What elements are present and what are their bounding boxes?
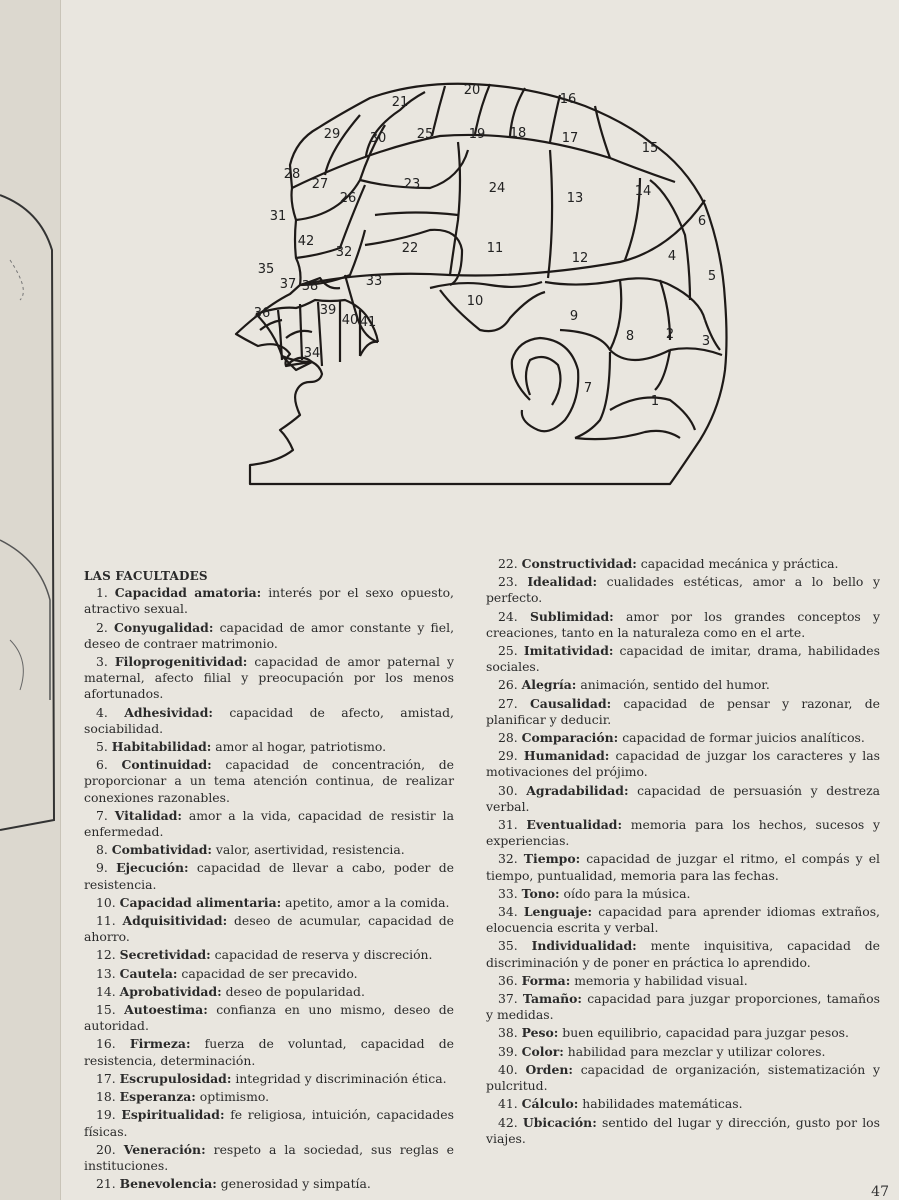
faculty-term: Autoestima: — [124, 1002, 208, 1018]
faculty-entry — [84, 620, 454, 652]
faculty-description: capacidad de llevar a cabo, poder de resistencia. — [84, 860, 455, 892]
faculty-entry — [486, 973, 880, 989]
faculty-number: 19. — [96, 1107, 122, 1123]
region-number-label: 33 — [365, 274, 383, 289]
faculty-number: 11. — [96, 913, 123, 929]
faculty-description: capacidad de imitar, drama, habilidades sociales. — [486, 643, 880, 675]
faculty-description: amor a la vida, capacidad de resistir la enfermedad. — [84, 807, 455, 840]
page-number: 47 — [871, 1184, 889, 1200]
ear-outline — [512, 338, 578, 431]
faculty-term: Esperanza: — [119, 1089, 196, 1105]
faculty-term: Tamaño: — [522, 991, 582, 1007]
faculty-term: Lenguaje: — [523, 904, 593, 920]
faculty-entry — [84, 705, 454, 737]
faculty-number: 7. — [96, 807, 115, 823]
faculty-description: sentido del lugar y dirección, gusto por los viajes. — [486, 1114, 880, 1146]
faculty-description: amor al hogar, patriotismo. — [211, 739, 387, 755]
faculty-number: 37. — [498, 991, 523, 1007]
adjacent-page-drawing — [0, 0, 60, 1200]
faculty-description: integridad y discriminación ética. — [231, 1070, 447, 1086]
faculty-number: 9. — [96, 860, 117, 876]
phrenology-head-diagram — [200, 70, 740, 500]
faculty-term: Vitalidad: — [114, 807, 182, 823]
faculty-description: deseo de acumular, capacidad de ahorro. — [84, 913, 454, 945]
faculty-description: capacidad de concentración, de proporcionar a un tema atención continua, de realizar conexiones razonables. — [84, 757, 454, 805]
faculty-description: capacidad de amor constante y fiel, deseo de contraer matrimonio. — [84, 619, 455, 651]
faculty-term: Escrupulosidad: — [119, 1070, 232, 1086]
faculty-term: Adquisitividad: — [122, 913, 228, 929]
faculty-term: Habitabilidad: — [111, 739, 212, 755]
faculty-entry — [84, 1142, 454, 1174]
faculty-number: 41. — [498, 1096, 522, 1112]
region-number-label: 3 — [701, 334, 711, 349]
region-number-label: 7 — [583, 381, 593, 396]
adjacent-page-edge — [0, 0, 61, 1200]
faculty-entry — [486, 748, 880, 780]
faculty-entry — [84, 1089, 454, 1105]
faculty-number: 3. — [96, 654, 115, 670]
faculty-description: confianza en uno mismo, deseo de autoridad. — [84, 1002, 454, 1034]
region-number-label: 28 — [283, 167, 301, 182]
faculty-description: buen equilibrio, capacidad para juzgar pesos. — [558, 1025, 849, 1041]
faculty-term: Adhesividad: — [124, 704, 213, 720]
faculty-description: amor por los grandes conceptos y creaciones, tanto en la naturaleza como en el arte. — [486, 608, 880, 640]
faculty-number: 5. — [96, 739, 112, 755]
faculty-number: 22. — [498, 556, 522, 571]
region-number-label: 13 — [566, 191, 584, 206]
faculties-column-right — [486, 556, 880, 1149]
region-number-label: 34 — [303, 346, 321, 361]
faculty-number: 12. — [96, 947, 120, 963]
faculty-term: Individualidad: — [531, 938, 637, 954]
faculty-number: 6. — [96, 757, 122, 773]
faculty-number: 1. — [96, 585, 115, 601]
faculty-term: Tono: — [521, 885, 560, 901]
section-heading: LAS FACULTADES — [84, 569, 208, 583]
faculty-description: memoria y habilidad visual. — [570, 972, 748, 988]
region-number-label: 10 — [466, 294, 484, 309]
region-numbers — [254, 83, 716, 409]
region-number-label: 32 — [335, 245, 353, 260]
faculty-term: Alegría: — [521, 677, 577, 693]
faculty-description: apetito, amor a la comida. — [281, 894, 450, 910]
faculty-term: Ejecución: — [116, 860, 189, 876]
region-number-label: 16 — [559, 92, 577, 107]
region-number-label: 36 — [253, 306, 271, 321]
region-number-label: 40 — [341, 313, 359, 328]
faculty-term: Cálculo: — [521, 1096, 579, 1112]
region-number-label: 25 — [416, 127, 434, 142]
faculty-entry — [486, 1096, 880, 1112]
faculty-number: 35. — [498, 938, 532, 954]
faculty-number: 13. — [96, 965, 120, 981]
faculty-term: Color: — [521, 1043, 564, 1059]
region-number-label: 20 — [463, 83, 481, 98]
faculty-entry — [486, 1115, 880, 1147]
faculty-description: capacidad de pensar y razonar, de planificar y deducir. — [486, 695, 880, 727]
faculty-description: capacidad de afecto, amistad, sociabilidad. — [84, 704, 455, 736]
faculty-description: oído para la música. — [559, 885, 691, 901]
faculty-number: 8. — [96, 842, 112, 858]
faculty-description: capacidad para aprender idiomas extraños, elocuencia escrita y verbal. — [486, 904, 880, 936]
faculty-term: Peso: — [521, 1025, 559, 1041]
faculty-entry — [486, 1044, 880, 1060]
region-number-label: 22 — [401, 241, 419, 256]
region-number-label: 17 — [561, 131, 579, 146]
faculty-number: 14. — [96, 983, 120, 999]
region-number-label: 42 — [297, 234, 315, 249]
region-number-label: 41 — [359, 315, 377, 330]
faculty-description: habilidad para mezclar y utilizar colores. — [563, 1043, 826, 1059]
faculty-term: Aprobatividad: — [119, 983, 222, 999]
faculty-number: 10. — [96, 894, 120, 910]
faculty-entry — [84, 1036, 454, 1068]
faculty-entry — [84, 984, 454, 1000]
faculty-number: 31. — [498, 817, 527, 833]
faculty-description: capacidad mecánica y práctica. — [636, 556, 839, 571]
faculty-description: capacidad de organización, sistematización y pulcritud. — [486, 1061, 880, 1094]
faculty-number: 17. — [96, 1070, 120, 1086]
faculty-term: Constructividad: — [521, 556, 637, 571]
faculty-entry — [486, 904, 880, 936]
faculty-term: Eventualidad: — [526, 817, 623, 833]
region-number-label: 15 — [641, 141, 659, 156]
region-number-label: 8 — [625, 329, 635, 344]
faculty-number: 20. — [96, 1141, 124, 1157]
faculty-entry — [486, 556, 880, 572]
region-number-label: 19 — [468, 127, 486, 142]
faculty-entry — [84, 1002, 454, 1034]
region-number-label: 18 — [509, 126, 527, 141]
faculty-number: 32. — [498, 851, 524, 867]
faculty-term: Continuidad: — [121, 757, 212, 773]
faculty-entry — [84, 1107, 454, 1139]
faculty-term: Idealidad: — [527, 574, 598, 590]
faculty-description: respeto a la sociedad, sus reglas e instituciones. — [84, 1141, 454, 1173]
faculty-number: 34. — [498, 904, 524, 920]
faculty-term: Imitatividad: — [523, 643, 614, 659]
faculty-number: 42. — [498, 1114, 523, 1130]
faculty-entry — [486, 643, 880, 675]
faculty-description: fe religiosa, intuición, capacidades físicas. — [84, 1107, 454, 1139]
faculty-description: mente inquisitiva, capacidad de discriminación y de poner en práctica lo aprendido. — [486, 938, 880, 970]
faculty-number: 38. — [498, 1025, 522, 1041]
faculty-description: capacidad de amor paternal y maternal, afecto filial y preocupación por los menos afortunados. — [84, 654, 454, 702]
faculty-term: Agradabilidad: — [526, 782, 629, 798]
region-number-label: 21 — [391, 95, 409, 110]
faculty-list-left — [84, 585, 454, 1192]
faculty-term: Forma: — [521, 972, 571, 988]
region-number-label: 23 — [403, 177, 421, 192]
faculty-description: cualidades estéticas, amor a lo bello y perfecto. — [486, 574, 880, 606]
region-number-label: 35 — [257, 262, 275, 277]
faculty-entry — [84, 966, 454, 982]
faculty-term: Espiritualidad: — [121, 1107, 225, 1123]
faculty-entry — [84, 860, 454, 892]
faculty-description: generosidad y simpatía. — [216, 1176, 371, 1192]
faculty-entry — [486, 783, 880, 815]
faculty-term: Ubicación: — [522, 1114, 597, 1130]
faculty-entry — [486, 677, 880, 693]
faculty-number: 36. — [498, 972, 522, 988]
region-number-label: 27 — [311, 177, 329, 192]
faculty-term: Conyugalidad: — [114, 619, 214, 635]
faculty-term: Tiempo: — [523, 851, 581, 867]
faculty-entry — [486, 991, 880, 1023]
faculty-entry — [486, 730, 880, 746]
region-number-label: 4 — [667, 249, 677, 264]
faculty-term: Firmeza: — [129, 1036, 191, 1052]
faculty-description: capacidad de juzgar el ritmo, el compás y el tiempo, puntualidad, memoria para las fechas. — [486, 851, 880, 883]
faculty-entry — [84, 895, 454, 911]
region-number-label: 39 — [319, 303, 337, 318]
faculty-description: habilidades matemáticas. — [578, 1096, 743, 1112]
faculty-number: 24. — [498, 608, 530, 624]
faculty-number: 27. — [498, 695, 530, 711]
faculty-list-right — [486, 556, 880, 1147]
region-number-label: 11 — [486, 241, 504, 256]
faculty-entry — [486, 609, 880, 641]
faculty-number: 26. — [498, 677, 522, 693]
faculty-number: 21. — [96, 1176, 120, 1192]
region-number-label: 12 — [571, 251, 589, 266]
faculty-entry — [84, 842, 454, 858]
faculty-number: 25. — [498, 643, 524, 659]
faculty-entry — [486, 886, 880, 902]
region-number-label: 37 — [279, 277, 297, 292]
faculty-description: deseo de popularidad. — [221, 983, 365, 999]
faculty-term: Sublimidad: — [529, 608, 614, 624]
faculty-description: capacidad de juzgar los caracteres y las motivaciones del prójimo. — [486, 748, 881, 780]
faculty-term: Humanidad: — [523, 748, 610, 764]
faculty-term: Secretividad: — [119, 947, 211, 963]
faculty-entry — [486, 574, 880, 606]
faculty-number: 23. — [498, 574, 528, 590]
faculty-entry — [84, 1176, 454, 1192]
faculty-description: animación, sentido del humor. — [576, 677, 770, 693]
faculty-entry — [486, 696, 880, 728]
faculty-entry — [486, 817, 880, 849]
region-number-label: 6 — [697, 214, 707, 229]
region-number-label: 5 — [707, 269, 717, 284]
faculty-term: Combatividad: — [111, 842, 212, 858]
region-number-label: 38 — [301, 279, 319, 294]
faculty-number: 33. — [498, 885, 522, 901]
faculty-number: 40. — [498, 1061, 526, 1077]
faculties-column-left — [84, 568, 454, 1194]
faculty-number: 39. — [498, 1043, 522, 1059]
faculty-number: 16. — [96, 1036, 130, 1052]
faculty-description: capacidad de formar juicios analíticos. — [618, 730, 865, 746]
faculty-entry — [84, 654, 454, 703]
faculty-entry — [84, 808, 454, 840]
faculty-entry — [84, 739, 454, 755]
faculty-entry — [84, 947, 454, 963]
faculty-number: 4. — [96, 704, 125, 720]
faculty-entry — [84, 757, 454, 806]
faculty-term: Comparación: — [521, 730, 619, 746]
region-number-label: 9 — [569, 309, 579, 324]
faculty-description: interés por el sexo opuesto, atractivo sexual. — [84, 585, 454, 617]
region-number-label: 30 — [369, 131, 387, 146]
faculty-term: Capacidad alimentaria: — [119, 894, 282, 910]
faculty-term: Filoprogenitividad: — [114, 654, 248, 670]
faculty-number: 2. — [96, 619, 115, 635]
faculty-number: 29. — [498, 748, 524, 764]
faculty-description: capacidad para juzgar proporciones, tamaños y medidas. — [486, 991, 880, 1023]
faculty-term: Cautela: — [119, 965, 178, 981]
faculty-description: optimismo. — [195, 1089, 270, 1105]
faculty-term: Benevolencia: — [119, 1176, 217, 1192]
faculty-entry — [486, 1025, 880, 1041]
faculty-description: capacidad de persuasión y destreza verbal. — [486, 782, 880, 814]
faculty-term: Capacidad amatoria: — [114, 585, 262, 601]
faculty-entry — [486, 1062, 880, 1094]
faculty-entry — [486, 851, 880, 883]
region-number-label: 14 — [634, 184, 652, 199]
faculty-description: capacidad de reserva y discreción. — [210, 947, 433, 963]
faculty-term: Veneración: — [123, 1141, 206, 1157]
faculty-entry — [486, 938, 880, 970]
faculty-description: fuerza de voluntad, capacidad de resistencia, determinación. — [84, 1036, 454, 1068]
faculty-term: Causalidad: — [529, 695, 612, 711]
faculty-number: 30. — [498, 782, 527, 798]
region-number-label: 24 — [488, 181, 506, 196]
faculty-number: 28. — [498, 730, 522, 746]
faculty-entry — [84, 585, 454, 617]
region-number-label: 29 — [323, 127, 341, 142]
faculty-description: valor, asertividad, resistencia. — [211, 842, 405, 858]
region-number-label: 31 — [269, 209, 287, 224]
region-number-label: 2 — [665, 327, 675, 342]
faculty-term: Orden: — [525, 1061, 573, 1077]
faculty-number: 15. — [96, 1002, 125, 1018]
region-number-label: 1 — [650, 394, 660, 409]
faculty-entry — [84, 1071, 454, 1087]
faculty-description: memoria para los hechos, sucesos y experiencias. — [486, 817, 880, 849]
region-number-label: 26 — [339, 191, 357, 206]
faculty-entry — [84, 913, 454, 945]
faculty-number: 18. — [96, 1089, 120, 1105]
faculty-description: capacidad de ser precavido. — [177, 965, 358, 981]
